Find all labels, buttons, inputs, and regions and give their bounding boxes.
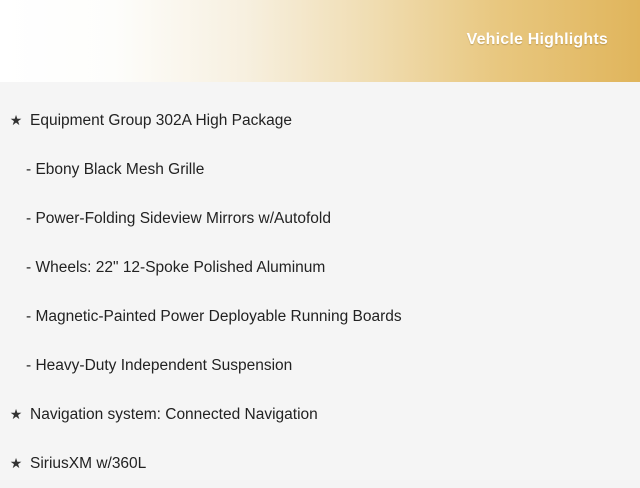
list-item-label: - Ebony Black Mesh Grille — [26, 161, 205, 178]
list-item-label: - Power-Folding Sideview Mirrors w/Autofold — [26, 210, 331, 227]
list-item-label: SiriusXM w/360L — [30, 455, 147, 472]
list-item — [0, 341, 640, 390]
list-item — [0, 439, 640, 488]
list-item-label: - Magnetic-Painted Power Deployable Running Boards — [26, 308, 402, 325]
list-item — [0, 390, 640, 439]
page-title: Vehicle Highlights — [466, 31, 608, 48]
star-icon: ★ — [9, 455, 23, 471]
page-footer-spacer — [0, 472, 640, 480]
list-item-label: Navigation system: Connected Navigation — [30, 406, 318, 423]
star-icon: ★ — [9, 112, 23, 128]
list-item — [0, 145, 640, 194]
list-item-label: - Heavy-Duty Independent Suspension — [26, 357, 293, 374]
highlights-content — [0, 82, 640, 488]
list-item-label: Equipment Group 302A High Package — [30, 112, 292, 129]
page-header — [0, 0, 640, 82]
highlights-list — [0, 96, 640, 488]
list-item — [0, 194, 640, 243]
star-icon: ★ — [9, 406, 23, 422]
list-item-label: - Wheels: 22" 12-Spoke Polished Aluminum — [26, 259, 326, 276]
list-item — [0, 292, 640, 341]
list-item — [0, 243, 640, 292]
list-item — [0, 96, 640, 145]
